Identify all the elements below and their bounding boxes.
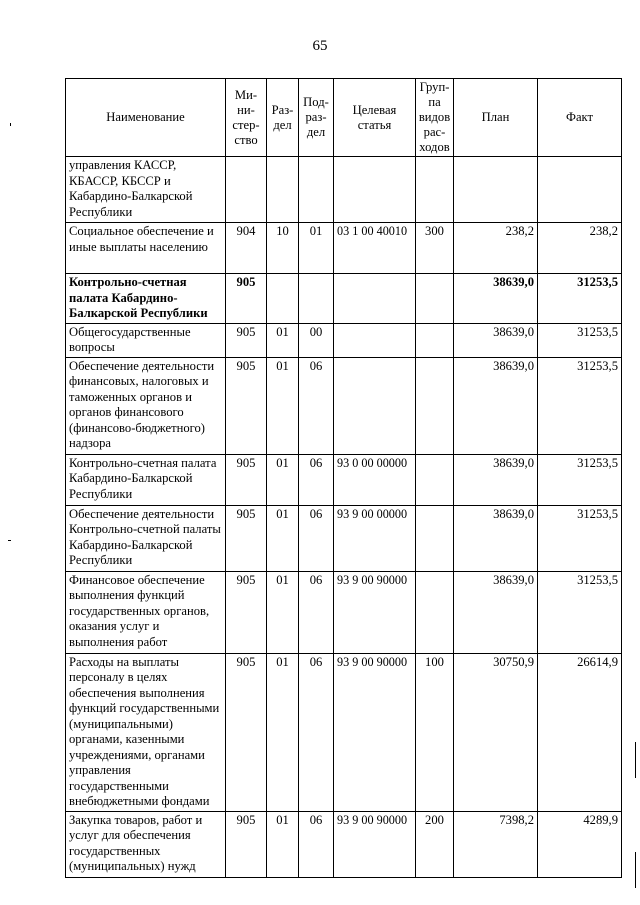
cell-name: Обеспечение деятельности финансовых, налоговых и таможенных органов и органов финансового (финансово-бюджетного) надзора [66,357,226,454]
cell-group [416,274,454,324]
table-row [66,811,622,877]
table-row [66,357,622,454]
cell-plan: 38639,0 [454,274,538,324]
cell-target: 93 0 00 00000 [334,454,416,505]
cell-name: Обеспечение деятельности Контрольно-счетной палаты Кабардино-Балкарской Республики [66,505,226,571]
table-row [66,157,622,223]
cell-section: 01 [267,323,299,357]
cell-plan: 38639,0 [454,505,538,571]
cell-fact: 31253,5 [538,571,622,653]
cell-name: Финансовое обеспечение выполнения функций государственных органов, оказания услуг и выполнения работ [66,571,226,653]
cell-group: 100 [416,653,454,811]
cell-ministry [226,157,267,223]
cell-fact: 31253,5 [538,274,622,324]
cell-target [334,157,416,223]
table-row [66,454,622,505]
cell-name: Общегосударственные вопросы [66,323,226,357]
cell-section [267,157,299,223]
table-row [66,571,622,653]
cell-fact: 31253,5 [538,323,622,357]
cell-name: Социальное обеспечение и иные выплаты населению [66,223,226,274]
cell-name: Контрольно-счетная палата Кабардино-Балкарской Республики [66,454,226,505]
cell-fact: 26614,9 [538,653,622,811]
header-fact: Факт [538,79,622,157]
cell-ministry: 905 [226,454,267,505]
scan-mark [10,123,11,126]
header-name: Наименование [66,79,226,157]
cell-section: 01 [267,811,299,877]
cell-group [416,323,454,357]
cell-fact: 238,2 [538,223,622,274]
cell-ministry: 905 [226,653,267,811]
cell-ministry: 905 [226,505,267,571]
cell-subsection: 06 [299,653,334,811]
scan-mark [635,852,636,888]
cell-group [416,571,454,653]
cell-target [334,357,416,454]
cell-subsection [299,157,334,223]
header-plan: План [454,79,538,157]
cell-fact: 31253,5 [538,357,622,454]
header-subsection: Под- раз- дел [299,79,334,157]
cell-name: управления КАССР, КБАССР, КБССР и Кабардино-Балкарской Республики [66,157,226,223]
cell-subsection: 06 [299,357,334,454]
cell-target: 03 1 00 40010 [334,223,416,274]
table-row [66,653,622,811]
cell-fact: 31253,5 [538,454,622,505]
cell-name: Контрольно-счетная палата Кабардино-Балкарской Республики [66,274,226,324]
cell-fact [538,157,622,223]
cell-section: 10 [267,223,299,274]
cell-group [416,157,454,223]
cell-section [267,274,299,324]
cell-section: 01 [267,357,299,454]
cell-subsection: 06 [299,571,334,653]
cell-group: 300 [416,223,454,274]
cell-target: 93 9 00 90000 [334,811,416,877]
scan-mark [635,742,636,778]
cell-section: 01 [267,454,299,505]
cell-target: 93 9 00 90000 [334,571,416,653]
header-section: Раз- дел [267,79,299,157]
cell-subsection: 06 [299,811,334,877]
cell-group: 200 [416,811,454,877]
cell-ministry: 905 [226,811,267,877]
cell-fact: 4289,9 [538,811,622,877]
cell-plan [454,157,538,223]
scan-mark [8,540,11,541]
cell-plan: 30750,9 [454,653,538,811]
cell-plan: 38639,0 [454,323,538,357]
cell-subsection: 01 [299,223,334,274]
cell-target [334,274,416,324]
cell-fact: 31253,5 [538,505,622,571]
cell-subsection [299,274,334,324]
cell-plan: 238,2 [454,223,538,274]
header-ministry: Ми- ни- стер- ство [226,79,267,157]
cell-ministry: 905 [226,357,267,454]
cell-group [416,505,454,571]
cell-target [334,323,416,357]
cell-group [416,454,454,505]
cell-plan: 38639,0 [454,571,538,653]
table-header-row [66,79,622,157]
cell-subsection: 06 [299,505,334,571]
table-row [66,274,622,324]
cell-target: 93 9 00 00000 [334,505,416,571]
cell-plan: 38639,0 [454,357,538,454]
header-target: Целевая статья [334,79,416,157]
table-row [66,323,622,357]
cell-ministry: 904 [226,223,267,274]
table-row [66,223,622,274]
cell-section: 01 [267,653,299,811]
cell-subsection: 06 [299,454,334,505]
cell-name: Расходы на выплаты персоналу в целях обеспечения выполнения функций государственными (муниципальными) органами, казенными учреждениями, органами управления государственными внебюджетными фондами [66,653,226,811]
cell-ministry: 905 [226,571,267,653]
budget-table [65,78,622,878]
cell-name: Закупка товаров, работ и услуг для обеспечения государственных (муниципальных) нужд [66,811,226,877]
cell-section: 01 [267,505,299,571]
cell-subsection: 00 [299,323,334,357]
cell-ministry: 905 [226,323,267,357]
cell-ministry: 905 [226,274,267,324]
cell-plan: 7398,2 [454,811,538,877]
cell-group [416,357,454,454]
header-group: Груп- па видов рас- ходов [416,79,454,157]
table-row [66,505,622,571]
cell-target: 93 9 00 90000 [334,653,416,811]
cell-section: 01 [267,571,299,653]
cell-plan: 38639,0 [454,454,538,505]
page-number: 65 [312,38,328,54]
